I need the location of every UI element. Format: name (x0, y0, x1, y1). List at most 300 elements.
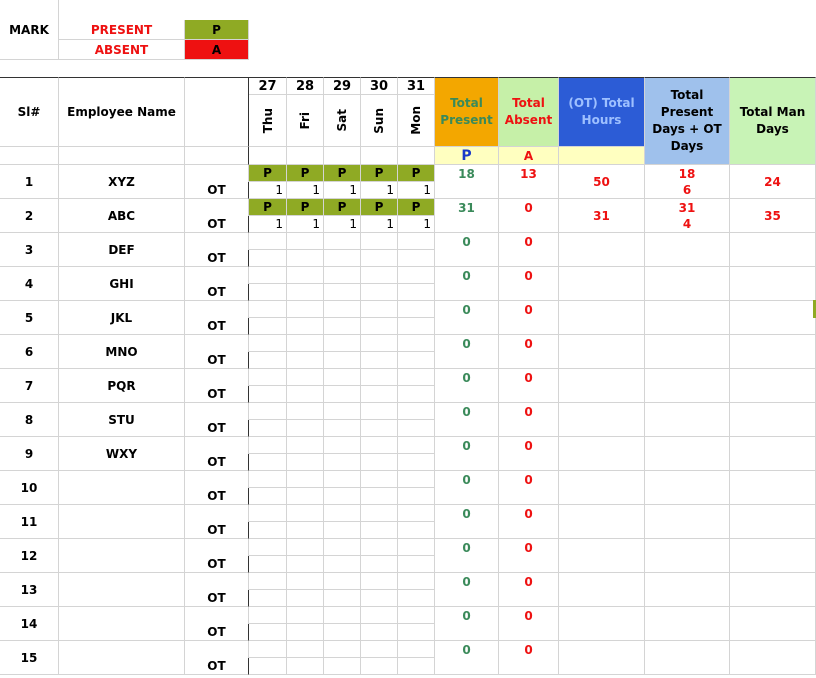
sl-cell[interactable]: 4 (0, 267, 59, 301)
total-present-cell[interactable]: 0 (435, 369, 499, 386)
attendance-mark-cell[interactable] (249, 369, 287, 386)
row-blank-cell[interactable] (185, 641, 249, 658)
attendance-mark-cell[interactable] (249, 641, 287, 658)
ot-hours-cell[interactable] (324, 488, 361, 505)
ot-hours-cell[interactable] (287, 488, 324, 505)
ot-hours-cell[interactable] (287, 352, 324, 369)
attendance-mark-cell[interactable] (324, 437, 361, 454)
attendance-mark-cell[interactable] (249, 471, 287, 488)
ot-label-cell[interactable]: OT (185, 624, 249, 641)
man-days-cell[interactable] (730, 539, 816, 573)
absent-code-subheader[interactable]: A (499, 147, 559, 165)
sl-cell[interactable]: 2 (0, 199, 59, 233)
ot-hours-cell[interactable] (324, 454, 361, 471)
attendance-mark-cell[interactable] (398, 539, 435, 556)
total-present-header[interactable]: Total Present (435, 77, 499, 147)
total-absent-cell-lower[interactable] (499, 352, 559, 369)
ot-days-cell[interactable] (645, 590, 730, 607)
total-present-cell-lower[interactable] (435, 352, 499, 369)
man-days-cell[interactable] (730, 369, 816, 403)
present-label[interactable]: PRESENT (59, 20, 185, 40)
ot-hours-cell[interactable] (361, 590, 398, 607)
ot-hours-cell[interactable] (249, 522, 287, 539)
present-days-cell[interactable] (645, 471, 730, 488)
total-present-cell[interactable]: 0 (435, 471, 499, 488)
ot-total-hours-cell[interactable] (559, 335, 645, 369)
date-header-2[interactable]: 29 (324, 77, 361, 95)
sl-cell[interactable]: 13 (0, 573, 59, 607)
attendance-mark-cell[interactable]: P (249, 199, 287, 216)
absent-label[interactable]: ABSENT (59, 40, 185, 60)
total-present-cell-lower[interactable] (435, 590, 499, 607)
man-days-cell[interactable] (730, 301, 816, 335)
present-days-cell[interactable] (645, 233, 730, 250)
ot-hours-cell[interactable] (398, 284, 435, 301)
attendance-mark-cell[interactable] (249, 539, 287, 556)
attendance-mark-cell[interactable] (361, 301, 398, 318)
ot-hours-cell[interactable] (398, 590, 435, 607)
ot-hours-cell[interactable] (249, 556, 287, 573)
ot-hours-cell[interactable]: 1 (287, 216, 324, 233)
ot-hours-cell[interactable]: 1 (287, 182, 324, 199)
total-absent-cell-lower[interactable] (499, 182, 559, 199)
attendance-mark-cell[interactable] (287, 335, 324, 352)
employee-name-cell[interactable]: GHI (59, 267, 185, 301)
absent-code-cell[interactable]: A (185, 40, 249, 60)
ot-hours-cell[interactable] (398, 488, 435, 505)
ot-hours-cell[interactable] (249, 386, 287, 403)
ot-total-hours-cell[interactable] (559, 539, 645, 573)
ot-days-cell[interactable] (645, 386, 730, 403)
attendance-mark-cell[interactable] (398, 301, 435, 318)
attendance-mark-cell[interactable] (287, 437, 324, 454)
man-days-cell[interactable] (730, 641, 816, 675)
present-days-cell[interactable]: 18 (645, 165, 730, 182)
total-present-cell-lower[interactable] (435, 658, 499, 675)
attendance-mark-cell[interactable] (324, 233, 361, 250)
total-absent-cell-lower[interactable] (499, 658, 559, 675)
total-absent-cell[interactable]: 0 (499, 267, 559, 284)
attendance-mark-cell[interactable] (398, 641, 435, 658)
sl-cell[interactable]: 6 (0, 335, 59, 369)
ot-days-cell[interactable] (645, 658, 730, 675)
employee-name-cell[interactable] (59, 573, 185, 607)
date-header-4[interactable]: 31 (398, 77, 435, 95)
employee-name-cell[interactable]: STU (59, 403, 185, 437)
total-present-cell[interactable]: 0 (435, 539, 499, 556)
present-days-cell[interactable] (645, 505, 730, 522)
day-header-0[interactable] (249, 95, 287, 147)
total-present-cell[interactable]: 0 (435, 233, 499, 250)
attendance-mark-cell[interactable] (324, 267, 361, 284)
attendance-mark-cell[interactable] (398, 403, 435, 420)
ot-hours-cell[interactable] (249, 250, 287, 267)
total-absent-cell[interactable]: 0 (499, 233, 559, 250)
attendance-mark-cell[interactable] (249, 301, 287, 318)
ot-total-hours-header[interactable]: (OT) Total Hours (559, 77, 645, 147)
total-present-cell[interactable]: 0 (435, 573, 499, 590)
ot-days-cell[interactable] (645, 454, 730, 471)
ot-hours-cell[interactable] (287, 590, 324, 607)
row-blank-cell[interactable] (185, 437, 249, 454)
total-present-cell[interactable]: 0 (435, 403, 499, 420)
sl-cell[interactable]: 12 (0, 539, 59, 573)
ot-label-cell[interactable]: OT (185, 590, 249, 607)
man-days-cell[interactable] (730, 335, 816, 369)
attendance-mark-cell[interactable] (398, 369, 435, 386)
ot-hours-cell[interactable] (324, 420, 361, 437)
ot-label-cell[interactable]: OT (185, 420, 249, 437)
attendance-mark-cell[interactable]: P (249, 165, 287, 182)
ot-hours-cell[interactable] (249, 658, 287, 675)
date-header-1[interactable]: 28 (287, 77, 324, 95)
total-absent-cell[interactable]: 13 (499, 165, 559, 182)
total-present-cell-lower[interactable] (435, 454, 499, 471)
attendance-mark-cell[interactable] (249, 233, 287, 250)
man-days-cell[interactable] (730, 471, 816, 505)
present-code-subheader[interactable]: P (435, 147, 499, 165)
total-present-cell[interactable]: 31 (435, 199, 499, 216)
man-days-cell[interactable] (730, 573, 816, 607)
attendance-mark-cell[interactable]: P (324, 199, 361, 216)
attendance-mark-cell[interactable] (287, 607, 324, 624)
present-days-cell[interactable] (645, 335, 730, 352)
ot-hours-cell[interactable] (287, 454, 324, 471)
attendance-mark-cell[interactable] (324, 471, 361, 488)
row-blank-cell[interactable] (185, 301, 249, 318)
ot-hours-cell[interactable] (287, 522, 324, 539)
ot-hours-cell[interactable] (361, 386, 398, 403)
row-blank-cell[interactable] (185, 199, 249, 216)
attendance-mark-cell[interactable] (324, 573, 361, 590)
ot-days-cell[interactable] (645, 624, 730, 641)
ot-hours-cell[interactable] (398, 658, 435, 675)
present-days-cell[interactable] (645, 369, 730, 386)
attendance-mark-cell[interactable] (398, 437, 435, 454)
total-absent-cell-lower[interactable] (499, 624, 559, 641)
attendance-mark-cell[interactable] (324, 403, 361, 420)
ot-hours-cell[interactable]: 1 (324, 182, 361, 199)
total-absent-cell-lower[interactable] (499, 318, 559, 335)
ot-hours-cell[interactable] (249, 454, 287, 471)
ot-total-hours-cell[interactable] (559, 403, 645, 437)
total-absent-cell-lower[interactable] (499, 386, 559, 403)
ot-hours-cell[interactable] (287, 318, 324, 335)
attendance-mark-cell[interactable] (287, 471, 324, 488)
ot-label-cell[interactable]: OT (185, 488, 249, 505)
ot-hours-cell[interactable] (398, 454, 435, 471)
ot-label-cell[interactable]: OT (185, 284, 249, 301)
ot-hours-cell[interactable] (249, 420, 287, 437)
total-absent-cell[interactable]: 0 (499, 437, 559, 454)
ot-hours-cell[interactable] (249, 488, 287, 505)
sl-cell[interactable]: 1 (0, 165, 59, 199)
total-absent-cell-lower[interactable] (499, 216, 559, 233)
attendance-mark-cell[interactable] (249, 505, 287, 522)
ot-label-cell[interactable]: OT (185, 522, 249, 539)
present-days-cell[interactable] (645, 267, 730, 284)
total-absent-cell-lower[interactable] (499, 420, 559, 437)
ot-hours-cell[interactable] (361, 250, 398, 267)
row-blank-cell[interactable] (185, 471, 249, 488)
attendance-mark-cell[interactable] (361, 641, 398, 658)
attendance-mark-cell[interactable] (324, 641, 361, 658)
ot-total-hours-cell[interactable]: 50 (559, 165, 645, 199)
total-absent-cell[interactable]: 0 (499, 199, 559, 216)
ot-label-cell[interactable]: OT (185, 658, 249, 675)
ot-hours-cell[interactable] (249, 590, 287, 607)
row-blank-cell[interactable] (185, 165, 249, 182)
sl-header[interactable]: Sl# (0, 77, 59, 147)
employee-name-cell[interactable]: DEF (59, 233, 185, 267)
present-days-cell[interactable] (645, 607, 730, 624)
ot-total-hours-cell[interactable] (559, 369, 645, 403)
total-absent-cell[interactable]: 0 (499, 505, 559, 522)
ot-hours-cell[interactable] (249, 318, 287, 335)
ot-total-hours-cell[interactable] (559, 505, 645, 539)
attendance-mark-cell[interactable]: P (361, 199, 398, 216)
attendance-mark-cell[interactable] (287, 301, 324, 318)
total-present-cell[interactable]: 0 (435, 437, 499, 454)
sl-cell[interactable]: 5 (0, 301, 59, 335)
attendance-mark-cell[interactable] (398, 573, 435, 590)
attendance-mark-cell[interactable] (287, 233, 324, 250)
present-days-cell[interactable] (645, 403, 730, 420)
ot-total-hours-cell[interactable] (559, 641, 645, 675)
total-present-cell[interactable]: 0 (435, 335, 499, 352)
attendance-mark-cell[interactable] (361, 573, 398, 590)
employee-name-cell[interactable] (59, 539, 185, 573)
row-blank-cell[interactable] (185, 403, 249, 420)
ot-hours-cell[interactable]: 1 (249, 216, 287, 233)
attendance-mark-cell[interactable] (324, 301, 361, 318)
ot-label-cell[interactable]: OT (185, 556, 249, 573)
subheader-day-cell[interactable] (361, 147, 398, 165)
ot-days-cell[interactable] (645, 352, 730, 369)
attendance-mark-cell[interactable] (324, 505, 361, 522)
ot-hours-cell[interactable] (361, 522, 398, 539)
attendance-mark-cell[interactable] (361, 471, 398, 488)
total-present-cell-lower[interactable] (435, 284, 499, 301)
employee-name-cell[interactable]: WXY (59, 437, 185, 471)
ot-hours-cell[interactable]: 1 (398, 182, 435, 199)
subheader-blank[interactable] (185, 147, 249, 165)
ot-label-cell[interactable]: OT (185, 352, 249, 369)
total-present-cell[interactable]: 0 (435, 301, 499, 318)
attendance-mark-cell[interactable] (249, 267, 287, 284)
ot-hours-cell[interactable] (324, 318, 361, 335)
ot-hours-cell[interactable] (287, 386, 324, 403)
attendance-mark-cell[interactable] (249, 403, 287, 420)
employee-name-cell[interactable] (59, 471, 185, 505)
ot-hours-cell[interactable] (287, 658, 324, 675)
employee-name-cell[interactable]: PQR (59, 369, 185, 403)
total-present-cell-lower[interactable] (435, 216, 499, 233)
ot-hours-cell[interactable] (361, 556, 398, 573)
row-blank-cell[interactable] (185, 233, 249, 250)
man-days-cell[interactable] (730, 403, 816, 437)
ot-hours-cell[interactable] (324, 522, 361, 539)
attendance-mark-cell[interactable]: P (324, 165, 361, 182)
row-blank-cell[interactable] (185, 607, 249, 624)
total-absent-cell-lower[interactable] (499, 250, 559, 267)
employee-name-cell[interactable] (59, 607, 185, 641)
ot-hours-cell[interactable] (361, 420, 398, 437)
attendance-mark-cell[interactable] (249, 607, 287, 624)
ot-hours-cell[interactable]: 1 (361, 182, 398, 199)
ot-hours-cell[interactable] (398, 522, 435, 539)
attendance-mark-cell[interactable] (324, 369, 361, 386)
subheader-day-cell[interactable] (324, 147, 361, 165)
total-absent-cell[interactable]: 0 (499, 573, 559, 590)
sl-cell[interactable]: 14 (0, 607, 59, 641)
mark-label[interactable]: MARK (0, 0, 59, 60)
total-present-cell-lower[interactable] (435, 522, 499, 539)
ot-hours-cell[interactable] (287, 624, 324, 641)
attendance-mark-cell[interactable] (398, 471, 435, 488)
subheader-day-cell[interactable] (398, 147, 435, 165)
total-absent-cell[interactable]: 0 (499, 301, 559, 318)
ot-hours-cell[interactable] (287, 250, 324, 267)
ot-hours-cell[interactable] (324, 386, 361, 403)
ot-hours-cell[interactable] (287, 420, 324, 437)
ot-hours-cell[interactable] (398, 386, 435, 403)
attendance-mark-cell[interactable]: P (398, 165, 435, 182)
ot-hours-cell[interactable]: 1 (249, 182, 287, 199)
ot-hours-cell[interactable] (361, 352, 398, 369)
ot-label-cell[interactable]: OT (185, 216, 249, 233)
attendance-mark-cell[interactable] (361, 403, 398, 420)
ot-hours-subheader[interactable] (559, 147, 645, 165)
ot-hours-cell[interactable] (398, 556, 435, 573)
attendance-mark-cell[interactable] (361, 437, 398, 454)
row-blank-cell[interactable] (185, 335, 249, 352)
ot-days-cell[interactable] (645, 318, 730, 335)
attendance-mark-cell[interactable] (287, 403, 324, 420)
attendance-mark-cell[interactable] (361, 539, 398, 556)
ot-hours-cell[interactable]: 1 (361, 216, 398, 233)
ot-hours-cell[interactable]: 1 (324, 216, 361, 233)
total-present-cell-lower[interactable] (435, 556, 499, 573)
employee-name-cell[interactable]: ABC (59, 199, 185, 233)
attendance-mark-cell[interactable] (361, 335, 398, 352)
total-absent-cell-lower[interactable] (499, 488, 559, 505)
attendance-mark-cell[interactable] (361, 267, 398, 284)
attendance-mark-cell[interactable] (287, 641, 324, 658)
date-header-3[interactable]: 30 (361, 77, 398, 95)
sl-cell[interactable]: 7 (0, 369, 59, 403)
total-present-cell-lower[interactable] (435, 386, 499, 403)
employee-name-cell[interactable]: XYZ (59, 165, 185, 199)
ot-days-cell[interactable] (645, 284, 730, 301)
subheader-sl[interactable] (0, 147, 59, 165)
ot-days-cell[interactable]: 6 (645, 182, 730, 199)
day-header-1[interactable] (287, 95, 324, 147)
total-absent-cell[interactable]: 0 (499, 539, 559, 556)
attendance-mark-cell[interactable] (249, 335, 287, 352)
ot-total-hours-cell[interactable] (559, 267, 645, 301)
ot-days-cell[interactable] (645, 522, 730, 539)
attendance-mark-cell[interactable] (361, 369, 398, 386)
ot-hours-cell[interactable] (361, 318, 398, 335)
sl-cell[interactable]: 10 (0, 471, 59, 505)
total-present-cell-lower[interactable] (435, 624, 499, 641)
man-days-cell[interactable] (730, 437, 816, 471)
total-absent-cell-lower[interactable] (499, 284, 559, 301)
attendance-mark-cell[interactable] (398, 267, 435, 284)
row-blank-cell[interactable] (185, 539, 249, 556)
attendance-mark-cell[interactable] (287, 539, 324, 556)
total-absent-cell[interactable]: 0 (499, 607, 559, 624)
ot-hours-cell[interactable] (249, 284, 287, 301)
ot-total-hours-cell[interactable] (559, 301, 645, 335)
total-absent-cell-lower[interactable] (499, 590, 559, 607)
ot-hours-cell[interactable] (398, 352, 435, 369)
present-days-cell[interactable] (645, 573, 730, 590)
sl-cell[interactable]: 8 (0, 403, 59, 437)
ot-label-cell[interactable]: OT (185, 318, 249, 335)
row-blank-cell[interactable] (185, 505, 249, 522)
ot-hours-cell[interactable] (324, 624, 361, 641)
present-code-cell[interactable]: P (185, 20, 249, 40)
ot-hours-cell[interactable]: 1 (398, 216, 435, 233)
attendance-mark-cell[interactable]: P (287, 165, 324, 182)
sl-cell[interactable]: 9 (0, 437, 59, 471)
attendance-mark-cell[interactable]: P (361, 165, 398, 182)
attendance-mark-cell[interactable] (249, 437, 287, 454)
attendance-mark-cell[interactable] (398, 233, 435, 250)
ot-hours-cell[interactable] (361, 658, 398, 675)
day-header-4[interactable] (398, 95, 435, 147)
man-days-cell[interactable]: 35 (730, 199, 816, 233)
employee-name-header[interactable]: Employee Name (59, 77, 185, 147)
man-days-cell[interactable]: 24 (730, 165, 816, 199)
attendance-mark-cell[interactable] (324, 335, 361, 352)
attendance-mark-cell[interactable] (287, 267, 324, 284)
ot-hours-cell[interactable] (361, 284, 398, 301)
total-absent-cell-lower[interactable] (499, 522, 559, 539)
ot-hours-cell[interactable] (361, 454, 398, 471)
total-present-ot-days-header[interactable]: Total Present Days + OT Days (645, 77, 730, 165)
present-days-cell[interactable] (645, 437, 730, 454)
sl-cell[interactable]: 15 (0, 641, 59, 675)
ot-total-hours-cell[interactable] (559, 607, 645, 641)
ot-hours-cell[interactable] (287, 556, 324, 573)
ot-total-hours-cell[interactable] (559, 471, 645, 505)
ot-total-hours-cell[interactable] (559, 437, 645, 471)
ot-hours-cell[interactable] (361, 624, 398, 641)
man-days-cell[interactable] (730, 233, 816, 267)
ot-days-cell[interactable] (645, 250, 730, 267)
ot-hours-cell[interactable] (324, 590, 361, 607)
ot-hours-cell[interactable] (324, 250, 361, 267)
total-present-cell-lower[interactable] (435, 488, 499, 505)
total-man-days-header[interactable]: Total Man Days (730, 77, 816, 165)
present-days-cell[interactable] (645, 539, 730, 556)
present-days-cell[interactable] (645, 301, 730, 318)
ot-total-hours-cell[interactable] (559, 233, 645, 267)
total-present-cell[interactable]: 18 (435, 165, 499, 182)
total-absent-cell-lower[interactable] (499, 556, 559, 573)
ot-days-cell[interactable]: 4 (645, 216, 730, 233)
row-blank-cell[interactable] (185, 369, 249, 386)
ot-hours-cell[interactable] (324, 284, 361, 301)
total-absent-cell[interactable]: 0 (499, 335, 559, 352)
total-present-cell-lower[interactable] (435, 250, 499, 267)
man-days-cell[interactable] (730, 505, 816, 539)
man-days-cell[interactable] (730, 607, 816, 641)
attendance-mark-cell[interactable] (249, 573, 287, 590)
